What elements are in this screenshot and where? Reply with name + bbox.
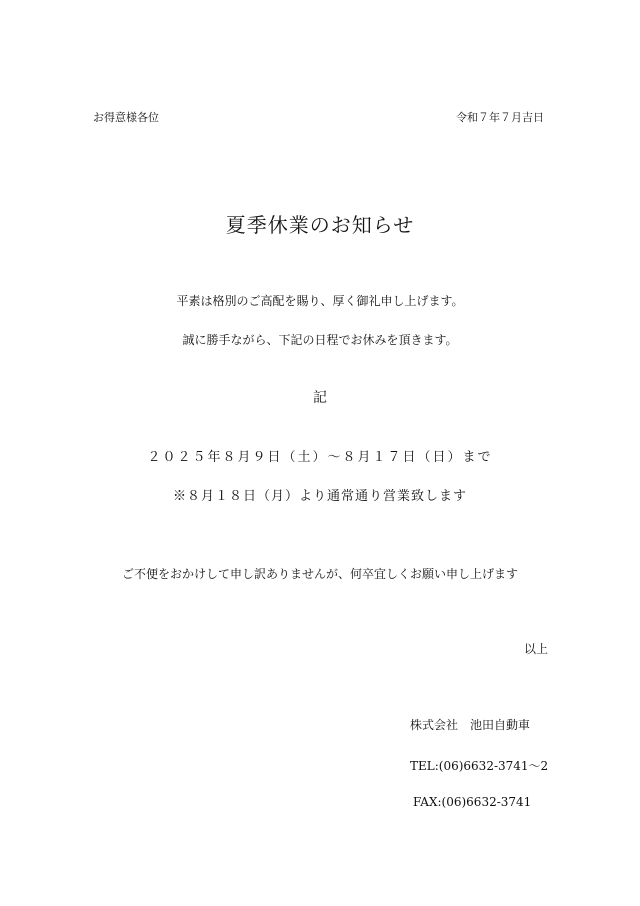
closing-mark: 以上 — [523, 642, 548, 656]
page-title: 夏季休業のお知らせ — [225, 213, 415, 237]
apology-paragraph: ご不便をおかけして申し訳ありませんが、何卒宜しくお願い申し上げます — [121, 567, 518, 581]
notice-paragraph: 誠に勝手ながら、下記の日程でお休みを頂きます。 — [182, 333, 458, 347]
addressee: お得意様各位 — [93, 111, 159, 124]
issue-date: 令和７年７月吉日 — [456, 111, 544, 124]
fax-number: FAX:(06)6632-3741 — [413, 795, 532, 809]
telephone-number: TEL:(06)6632-3741～2 — [410, 759, 549, 773]
resume-notice: ※８月１８日（月）より通常通り営業致します — [172, 489, 467, 504]
record-mark: 記 — [313, 390, 327, 406]
greeting-paragraph: 平素は格別のご高配を賜り、厚く御礼申し上げます。 — [176, 294, 464, 308]
holiday-period: ２０２５年８月９日（土）～８月１７日（日）まで — [147, 450, 493, 465]
company-name: 株式会社 池田自動車 — [410, 718, 531, 732]
